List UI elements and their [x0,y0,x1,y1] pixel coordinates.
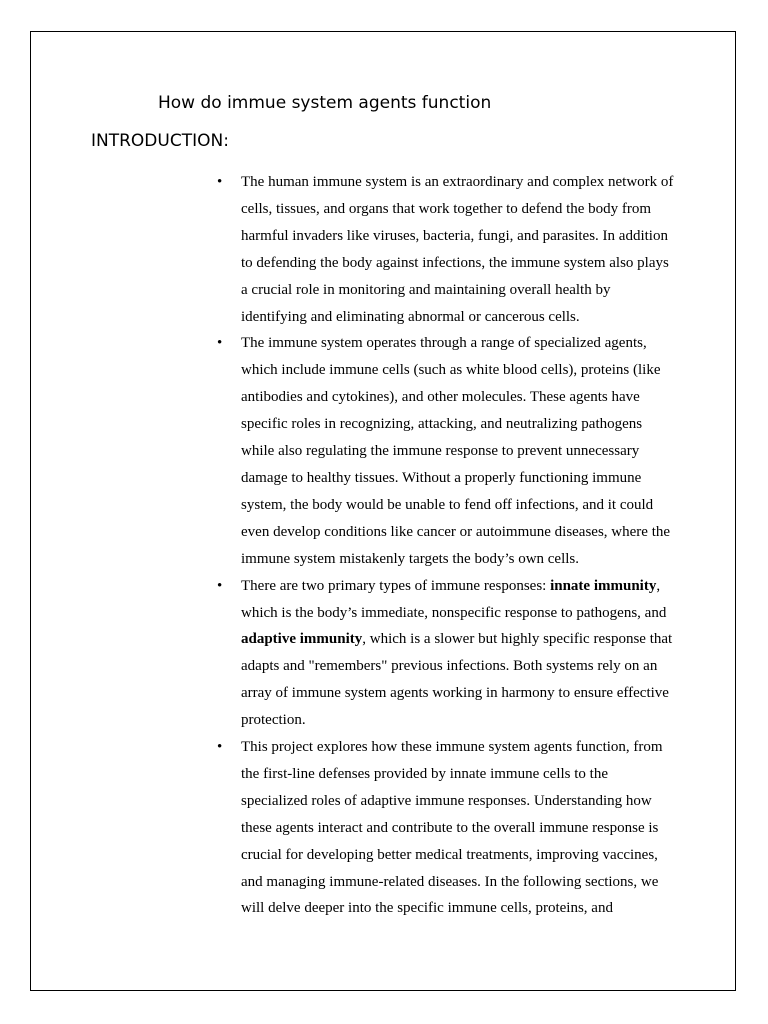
text-run: crucial for developing better medical treatments, improving vaccines, [241,846,658,863]
paragraph-line [241,438,677,465]
bullet-paragraph [241,169,677,330]
paragraph-line [241,761,677,788]
text-run: antibodies and cytokines), and other molecules. These agents have [241,389,640,406]
text-run: and managing immune-related diseases. In the following sections, we [241,873,659,890]
text-run: the first-line defenses provided by innate immune cells to the [241,765,608,782]
text-run: There are two primary types of immune responses: [241,577,551,594]
text-run: while also regulating the immune response to prevent unnecessary [241,443,640,460]
introduction-bullet-list [217,169,677,922]
paragraph-line [241,869,677,896]
paragraph-line [241,895,677,922]
paragraph-line [241,330,677,357]
text-run: specific roles in recognizing, attacking, and neutralizing pathogens [241,416,643,433]
text-run: The human immune system is an extraordinary and complex network of [241,174,674,190]
paragraph-line [241,815,677,842]
text-run: The immune system operates through a range of specialized agents, [241,335,647,352]
bullet-point-icon: • [217,739,223,756]
bullet-paragraph [241,330,677,572]
text-run: to defending the body against infections, the immune system also plays [241,254,669,271]
text-run: cells, tissues, and organs that work together to defend the body from [241,200,652,217]
text-run: immune system mistakenly targets the body’s own cells. [241,550,580,567]
text-run: , which is a slower but highly specific response that [362,631,673,648]
bullet-item [217,573,677,734]
paragraph-line [241,492,677,519]
paragraph-line [241,304,677,331]
document-title: How do immue system agents function [158,93,492,113]
text-run: protection. [241,712,306,729]
paragraph-line [241,546,677,573]
paragraph-line [241,465,677,492]
paragraph-line [241,788,677,815]
bullet-paragraph [241,734,677,922]
bullet-paragraph [241,573,677,734]
bullet-item [217,330,677,572]
text-run: which include immune cells (such as white blood cells), proteins (like [241,362,661,379]
paragraph-line [241,626,677,653]
text-run: damage to healthy tissues. Without a properly functioning immune [241,469,642,486]
text-run: specialized roles of adaptive immune responses. Understanding how [241,792,652,809]
text-run: a crucial role in monitoring and maintaining overall health by [241,281,611,298]
document-page [30,31,736,991]
bullet-point-icon: • [217,577,223,594]
paragraph-line [241,357,677,384]
paragraph-line [241,411,677,438]
text-run: harmful invaders like viruses, bacteria, fungi, and parasites. In addition [241,227,668,244]
paragraph-line [241,680,677,707]
text-run: system, the body would be unable to fend off infections, and it could [241,496,654,513]
section-heading-introduction: INTRODUCTION: [91,131,229,151]
text-run: adapts and "remembers" previous infections. Both systems rely on an [241,658,658,675]
bold-term: adaptive immunity [241,631,363,648]
text-run: these agents interact and contribute to the overall immune response is [241,819,659,836]
text-run: which is the body’s immediate, nonspecific response to pathogens, and [241,604,667,621]
paragraph-line [241,196,677,223]
text-run: even develop conditions like cancer or autoimmune diseases, where the [241,523,671,540]
text-run: array of immune system agents working in harmony to ensure effective [241,685,669,702]
bullet-point-icon: • [217,335,223,352]
text-run: This project explores how these immune system agents function, from [241,739,663,756]
paragraph-line [241,734,677,761]
paragraph-line [241,250,677,277]
paragraph-line [241,653,677,680]
paragraph-line [241,842,677,869]
paragraph-line [241,384,677,411]
paragraph-line [241,169,677,196]
paragraph-line [241,519,677,546]
bullet-item [217,169,677,330]
paragraph-line [241,223,677,250]
bullet-item [217,734,677,922]
paragraph-line [241,573,677,600]
text-run: identifying and eliminating abnormal or cancerous cells. [241,308,580,325]
text-run: will delve deeper into the specific immune cells, proteins, and [241,900,613,917]
paragraph-line [241,707,677,734]
bullet-point-icon: • [217,174,223,190]
text-run: , [656,577,661,594]
bold-term: innate immunity [550,577,657,594]
paragraph-line [241,277,677,304]
paragraph-line [241,600,677,627]
